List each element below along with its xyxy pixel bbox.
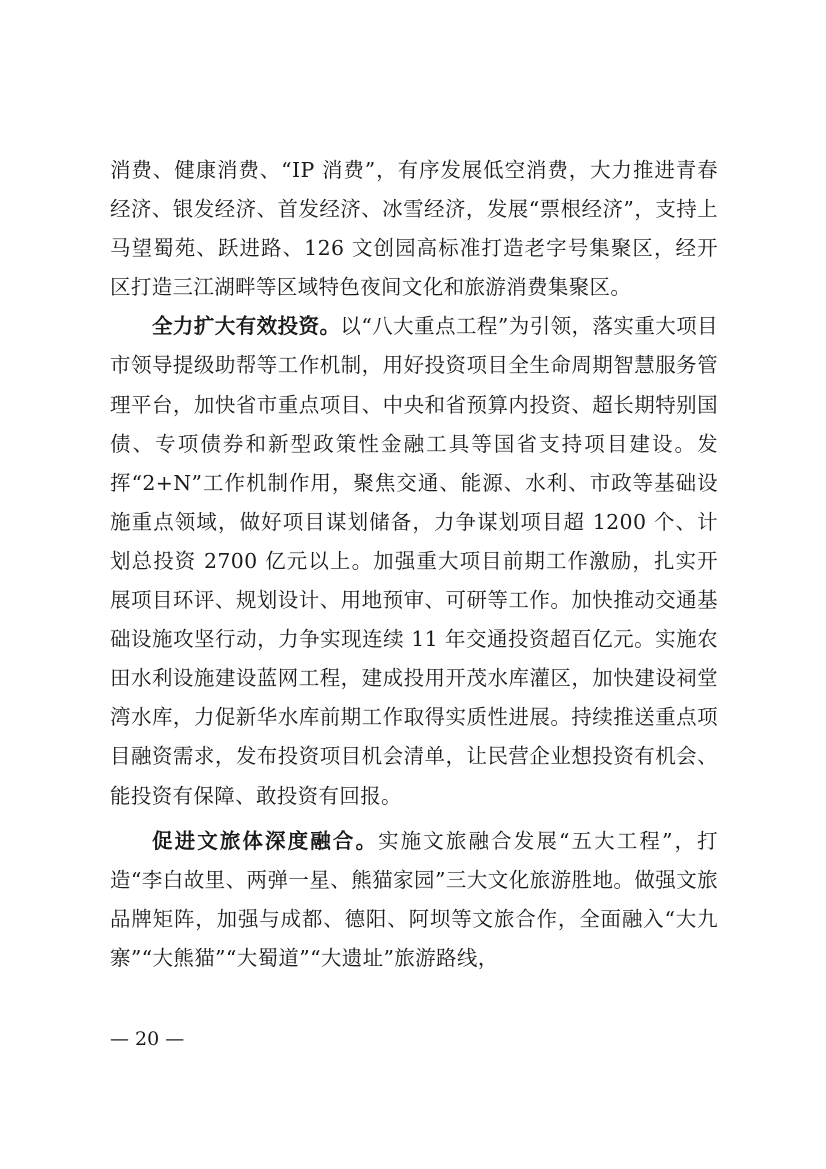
document-body [110, 151, 718, 978]
paragraph-investment-heading: 全力扩大有效投资。 [152, 314, 341, 339]
paragraph-investment-text: 以“八大重点工程”为引领，落实重大项目市领导提级助帮等工作机制，用好投资项目全生命周期智慧服务管理平台，加快省市重点项目、中央和省预算内投资、超长期特别国债、专项债券和新型政策性金融工具等国省支持项目建设。发挥“2+N”工作机制作用，聚焦交通、能源、水利、市政等基础设施重点领域，做好项目谋划储备，力争谋划项目超 1200 个、计划总投资 2700 亿元以上。加强重大项目前期工作激励，扎实开展项目环评、规划设计、用地预审、可研等工作。加快推动交通基础设施攻坚行动，力争实现连续 11 年交通投资超百亿元。实施农田水利设施建设蓝网工程，建成投用开茂水库灌区，加快建设祠堂湾水库，力促新华水库前期工作取得实质性进展。持续推送重点项目融资需求，发布投资项目机会清单，让民营企业想投资有机会、能投资有保障、敢投资有回报。 [110, 314, 719, 808]
paragraph-culture-tourism [110, 822, 718, 978]
paragraph-investment [110, 307, 718, 815]
paragraph-culture-tourism-text: 实施文旅融合发展“五大工程”，打造“李白故里、两弹一星、熊猫家园”三大文化旅游胜地。做强文旅品牌矩阵，加强与成都、德阳、阿坝等文旅合作，全面融入“大九寨”“大熊猫”“大蜀道”“大遗址”旅游路线， [110, 828, 719, 970]
page-number: — 20 — [110, 1028, 185, 1050]
paragraph-consumption-text: 消费、健康消费、“IP 消费”，有序发展低空消费，大力推进青春经济、银发经济、首发经济、冰雪经济，发展“票根经济”，支持上马望蜀苑、跃进路、126 文创园高标准打造老字号集聚区，经开区打造三江湖畔等区域特色夜间文化和旅游消费集聚区。 [110, 158, 718, 300]
paragraph-consumption [110, 151, 718, 307]
paragraph-culture-tourism-heading: 促进文旅体深度融合。 [152, 828, 379, 853]
